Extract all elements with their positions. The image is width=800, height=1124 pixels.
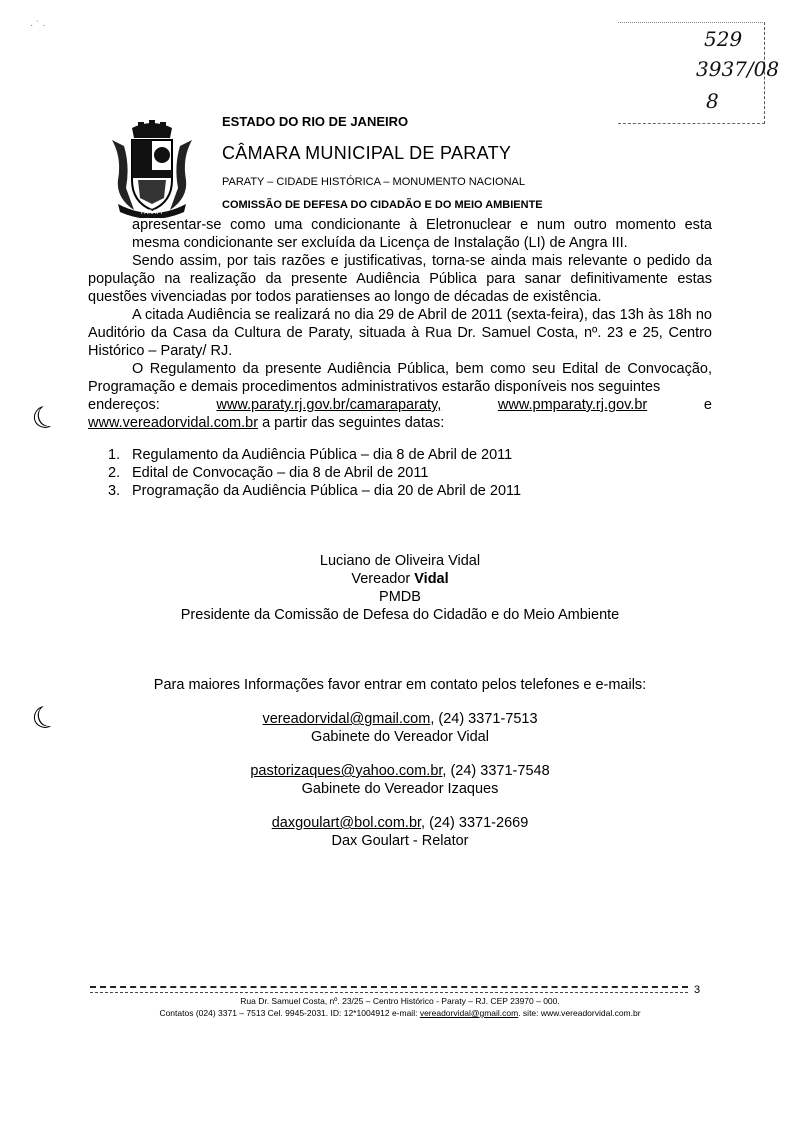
signature-name: Luciano de Oliveira Vidal — [319, 553, 481, 569]
stamp-number: 529 — [704, 27, 743, 51]
dates-list — [108, 446, 521, 500]
conjunction-e: e — [703, 397, 712, 413]
paragraph-3: A citada Audiência se realizará no dia 29 de Abril de 2011 (sexta-feira), das 13h às 18h no Auditório da Casa da Cultura de Paraty, situada à Rua Dr. Samuel Costa, nº. 23 e 25, Centro Histórico – Paraty/ RJ. — [88, 307, 712, 359]
stamp-mark: 8 — [706, 89, 719, 113]
punch-hole-mark-icon: ☾ — [26, 398, 64, 439]
list-item: 3. Programação da Audiência Pública – dia 20 de Abril de 2011 — [108, 483, 522, 499]
coat-of-arms-icon — [108, 118, 196, 218]
contact-label: Dax Goulart - Relator — [331, 833, 469, 849]
enderecos-label: endereços: — [88, 397, 160, 413]
paragraph-1: apresentar-se como uma condicionante à Eletronuclear e num outro momento esta mesma condicionante ser excluída da Licença de Instalação (LI) de Angra III. — [132, 217, 712, 251]
footer-email[interactable]: vereadorvidal@gmail.com — [419, 1008, 519, 1018]
header-camara: CÂMARA MUNICIPAL DE PARATY — [222, 143, 512, 163]
contact-label: Gabinete do Vereador Izaques — [301, 781, 499, 797]
signature-title: Presidente da Comissão de Defesa do Cidadão e do Meio Ambiente — [180, 607, 620, 623]
contact-email[interactable]: vereadorvidal@gmail.com — [262, 711, 431, 727]
footer-address: Rua Dr. Samuel Costa, nº. 23/25 – Centro Histórico - Paraty – RJ. CEP 23970 – 000. — [240, 996, 560, 1006]
paragraph-2: Sendo assim, por tais razões e justificativas, torna-se ainda mais relevante o pedido da população na realização da presente Audiência Pública para sanar definitivamente estas questões vivenciadas por todos paratienses ao longo de décadas de existência. — [88, 253, 712, 305]
svg-text:PARATY: PARATY — [140, 209, 164, 216]
link-vereadorvidal[interactable]: www.vereadorvidal.com.br — [88, 415, 259, 431]
header-subtitle: PARATY – CIDADE HISTÓRICA – MONUMENTO NACIONAL — [222, 176, 525, 188]
contact-item: pastorizaques@yahoo.com.br, (24) 3371-7548 Gabinete do Vereador Izaques — [0, 762, 800, 798]
header-commission: COMISSÃO DE DEFESA DO CIDADÃO E DO MEIO AMBIENTE — [222, 199, 543, 211]
paragraph-4: O Regulamento da presente Audiência Pública, bem como seu Edital de Convocação, Programação e demais procedimentos administrativos estarão disponíveis nos seguintes — [88, 361, 712, 395]
contact-email[interactable]: pastorizaques@yahoo.com.br — [250, 763, 443, 779]
contact-email[interactable]: daxgoulart@bol.com.br — [271, 815, 422, 831]
protocol-stamp — [618, 22, 780, 124]
document-body — [88, 216, 712, 432]
links-line — [88, 396, 712, 414]
page-number: 3 — [694, 984, 701, 996]
punch-hole-mark-icon: ☾ — [26, 698, 64, 739]
stamp-process: 3937/08 — [696, 57, 780, 81]
contact-item: daxgoulart@bol.com.br, (24) 3371-2669 Dax Goulart - Relator — [0, 814, 800, 850]
contact-item: vereadorvidal@gmail.com, (24) 3371-7513 Gabinete do Vereador Vidal — [0, 710, 800, 746]
signature-role: Vereador Vidal — [351, 571, 449, 587]
signature-party: PMDB — [379, 589, 421, 605]
list-item: 2. Edital de Convocação – dia 8 de Abril de 2011 — [108, 465, 429, 481]
link-camaraparaty[interactable]: www.paraty.rj.gov.br/camaraparaty, — [216, 397, 442, 413]
contact-label: Gabinete do Vereador Vidal — [311, 729, 489, 745]
footer-divider — [90, 986, 688, 993]
footer-contacts: Contatos (024) 3371 – 7513 Cel. 9945-2031. ID: 12*1004912 e-mail: vereadorvidal@gmail.com. site: www.vereadorvidal.com.br — [159, 1008, 641, 1018]
contacts-intro: Para maiores Informações favor entrar em contato pelos telefones e e-mails: — [153, 677, 647, 693]
links-line-2 — [88, 414, 712, 432]
scan-specks: · ˙ · — [30, 20, 46, 31]
link-pmparaty[interactable]: www.pmparaty.rj.gov.br — [497, 397, 648, 413]
list-item: 1. Regulamento da Audiência Pública – dia 8 de Abril de 2011 — [108, 447, 513, 463]
after-link-text: a partir das seguintes datas: — [258, 415, 445, 431]
signature-block — [0, 552, 800, 624]
header-state: ESTADO DO RIO DE JANEIRO — [222, 114, 409, 129]
